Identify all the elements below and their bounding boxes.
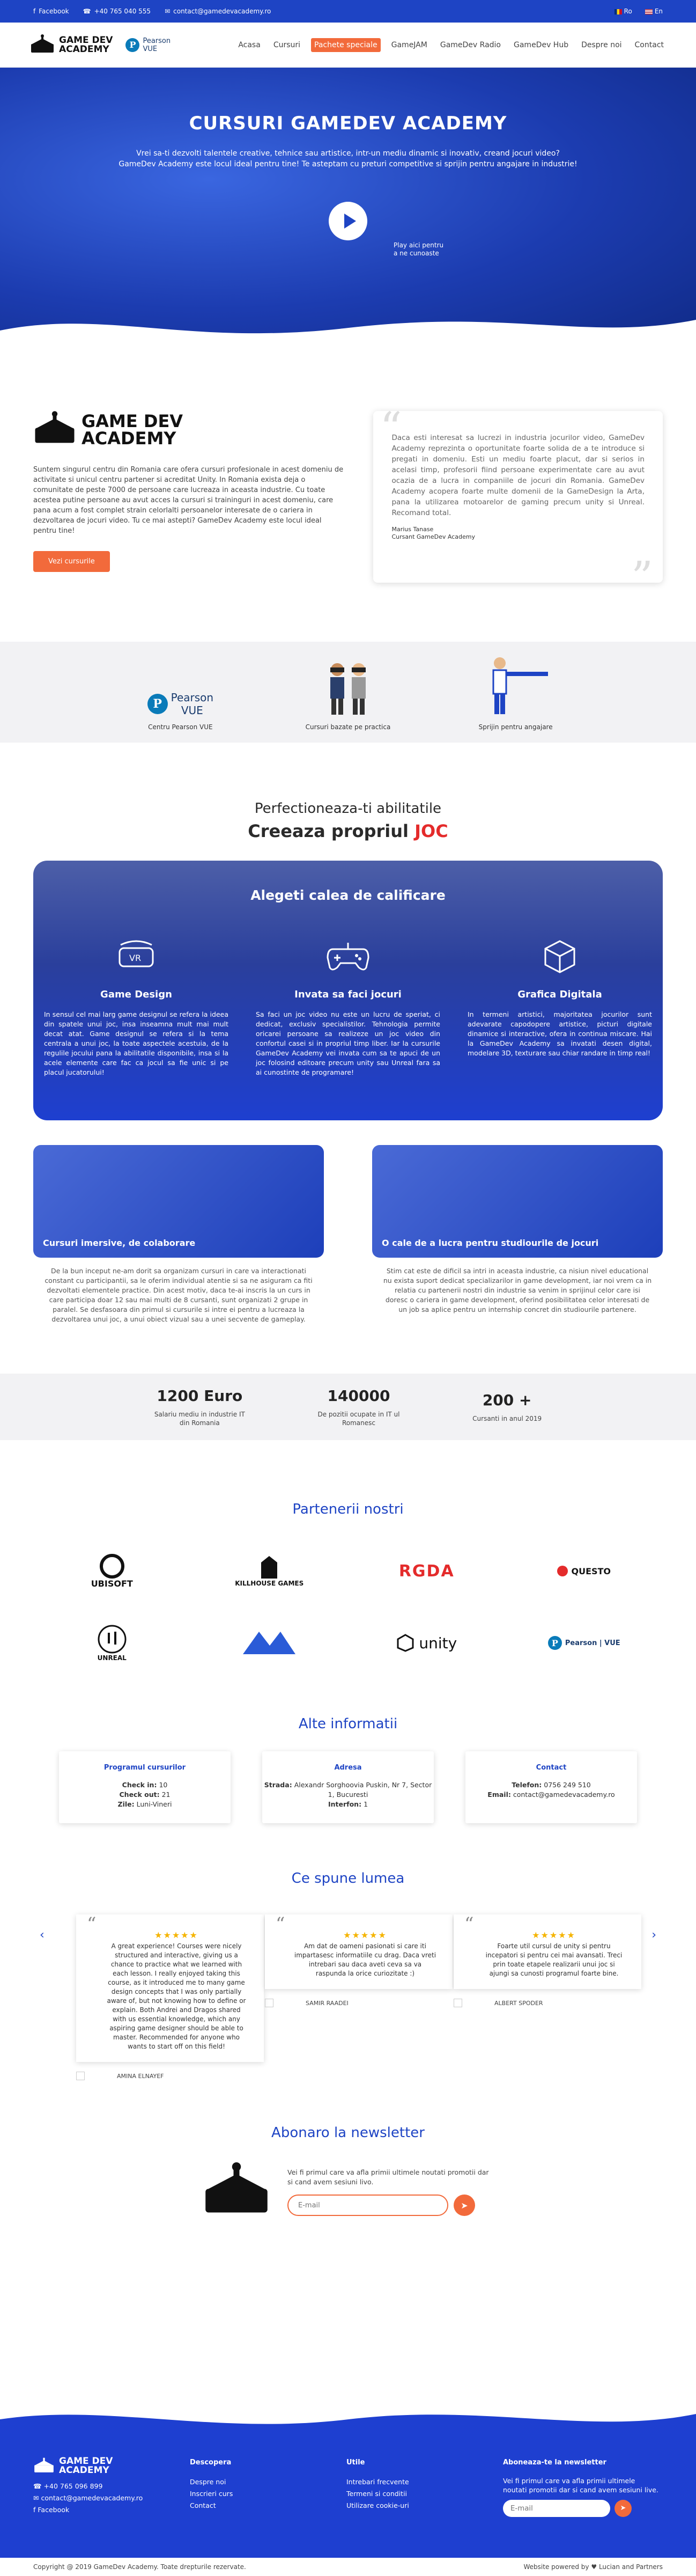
newsletter-text: Vei fi primul care va afla primii ultimele noutati promotii dar si cand avem sesiuni livo. [287,2168,489,2186]
partner-unreal[interactable]: UNREAL [33,1621,191,1664]
info-cards [33,1145,663,1324]
card-immersive-courses: Cursuri imersive, de colaborare De la bun inceput ne-am dorit sa organizam cursuri in care va interactionati constant cu participantii, sa le oferim individual atentie si sa ne asiguram ca fiti dezvoltati elementele practice. Din acest motiv, daca te-ai inscris la un curs in care participa doar 12 sau mai multi de 8 cursanti, sunt organizati 2 grupe in paralel. Se desfasoara din primul si cursurile si intre ei pentru a lucreaza la dezvoltarea unui joc, a unui obiect vizual sau a unei secvente de gameplay. [33,1145,324,1324]
feature-employment: Sprijin pentru angajare [457,652,575,731]
stat-students: 200 + Cursanti in anul 2019 [472,1391,542,1422]
info-schedule: Programul cursurilor Check in: 10 Check out: 21 Zile: Luni-Vineri [59,1751,231,1823]
email-link[interactable]: ✉ contact@gamedevacademy.ro [165,8,271,15]
gamepad-icon [325,940,371,974]
testimonial-quote-box [373,403,663,602]
avatar [454,1999,462,2007]
path-digital-graphics[interactable]: Grafica Digitala In termeni artistici, majoritatea jocurilor sunt adevarate capodopere artistice, picturi digitale dinamice si interactive, ofera in continua miscare. Hai la GameDev Academy sa invatati desen digital, modelare 3D, texturare sau chiar randare in timp real! [468,935,652,1077]
partner-killhouse[interactable]: KILLHOUSE GAMES [191,1550,349,1592]
footer-link[interactable]: Despre noi [190,2478,226,2486]
heart-icon: ♥ [591,2563,597,2571]
quote-text: Daca esti interesat sa lucrezi in industria jocurilor video, GameDev Academy reprezinta o oportunitate foarte solida de a te introduce si pregati in domeniu. Esti un mediu foarte placut, dar si serios in acelasi timp, profesorii fiind persoane experimentate care au avut ocazia de a lucra in companiile de jocuri din Romania. GameDev Academy acopera foarte multe domenii de la GameDesign la Arta, pana la utilizarea motoarelor de gaming precum unity si Unreal. Recomand total. [391,434,645,517]
footer-bottom: Copyright @ 2019 GameDev Academy. Toate drepturile rezervate. Website powered by ♥ Lucian and Partners [0,2558,696,2576]
footer-link[interactable]: Termeni si conditii [346,2490,408,2498]
joystick-logo-icon [33,2457,55,2475]
rating-stars: ★★★★★ [343,1930,387,1940]
top-bar [0,0,696,23]
partners-grid [33,1550,663,1664]
footer-email-input[interactable] [503,2500,610,2517]
rating-stars: ★★★★★ [154,1930,198,1940]
path-game-design[interactable]: VR Game Design In sensul cel mai larg game designul se refera la ideea din spatele unui joc, insa inseamna mult mai mult decat atat. Game designul se refera si la tema centrala a unui joc, la toate aspectele acestuia, de la regulile jocului pana la abilitatile disponibile, insa si la acele elemente care fac ca jocul sa fie unic si pe placul jucatorului! [44,935,228,1077]
feature-pearson: P Pearson VUE Centru Pearson VUE [148,691,214,731]
nav-pachete-speciale[interactable]: Pachete speciale [311,38,381,52]
testimonials-title: Ce spune lumea [291,1870,405,1887]
partner-questo[interactable]: QUESTO [506,1550,663,1592]
footer-useful: Utile Intrebari frecvente Termeni si conditii Utilizare cookie-uri [346,2457,503,2517]
nav-gamejam[interactable]: GameJAM [391,40,427,49]
facebook-icon: f [33,8,36,15]
partner-unity[interactable]: unity [348,1621,506,1664]
stats-strip [0,1374,696,1440]
unreal-icon [97,1624,127,1654]
hero-description: Vrei sa-ti dezvolti talentele creative, tehnice sau artistice, intr-un mediu dinamic si inovativ, creand jocuri video? GameDev Academy este locul ideal pentru tine! Te asteptam cu preturi competitive si sprijin pentru angajare in industrie! [119,149,577,168]
view-courses-button[interactable]: Vezi cursurile [33,551,110,572]
site-logo[interactable]: GAME DEV ACADEMY [30,34,113,56]
footer-link[interactable]: Inscrieri curs [190,2490,233,2498]
nav-gamedev-radio[interactable]: GameDev Radio [440,40,501,49]
qualification-title: Alegeti calea de calificare [250,887,446,903]
testimonial-card: “ ★★★★★ Foarte util cursul de unity si pentru incepatori si pentru cei mai avansati. Treci prin toate etapele realizarii unui joc si ajungi sa cunosti programul foarte bine. ALBERT SPODER [454,1914,641,2007]
nav-gamedev-hub[interactable]: GameDev Hub [514,40,569,49]
cube-3d-icon [541,938,579,975]
partner-pearson-vue[interactable]: P Pearson | VUE [506,1621,663,1664]
footer-link[interactable]: Intrebari frecvente [346,2478,409,2486]
info-title: Alte informatii [298,1716,398,1732]
unity-icon [396,1634,414,1652]
main-menu [236,38,666,52]
hero-title: CURSURI GAMEDEV ACADEMY [189,113,507,134]
info-contact: Contact Telefon: 0756 249 510 Email: contact@gamedevacademy.ro [465,1751,637,1823]
quote-icon: “ [276,1913,285,1935]
nav-contact[interactable]: Contact [634,40,664,49]
carousel-prev-icon[interactable]: ‹ [40,1928,45,1942]
quote-open-icon: “ [380,403,402,453]
footer-phone[interactable]: ☎ +40 765 096 899 [33,2482,103,2490]
newsletter-title: Abonaro la newsletter [271,2125,425,2141]
newsletter-email-input[interactable] [287,2195,448,2216]
nav-despre-noi[interactable]: Despre noi [581,40,622,49]
flag-en-icon [645,9,653,14]
avatar [265,1999,273,2007]
feature-practice: Cursuri bazate pe practica [289,652,407,731]
about-logo: GAME DEV ACADEMY [33,411,346,449]
killhouse-icon [256,1555,283,1580]
pearson-icon: P [125,38,139,52]
footer-brand: GAME DEV ACADEMY ☎ +40 765 096 899 ✉ contact@gamedevacademy.ro f Facebook [33,2457,190,2517]
testimonial-card: “ ★★★★★ A great experience! Courses were nicely structured and interactive, giving us a chance to practice what we learned with each lesson. I really enjoyed taking this course, as it introduced me to many game design concepts that I was only partially aware of, but not knowing how to define or explain. Both Andrei and Dragos shared with us essential knowledge, which any aspiring game designer should be able to master. Recommended for anyone who wants to start off on this field! AMINA ELNAYEF [76,1914,264,2080]
rating-stars: ★★★★★ [532,1930,576,1940]
joystick-logo-icon [30,34,55,56]
card-image-studio: O cale de a lucra pentru studiourile de jocuri [372,1145,663,1258]
ubisoft-icon [100,1554,124,1579]
questo-icon [557,1566,568,1576]
footer-send-button[interactable]: ➤ [614,2500,632,2517]
footer-newsletter: Aboneaza-te la newsletter Vei fi primul care va afla primii ultimele noutati promotii dar si cand avem sesiuni live. E-mail ➤ [503,2457,660,2517]
footer-link[interactable]: Contact [190,2501,216,2509]
path-make-games[interactable]: Invata sa faci jocuri Sa faci un joc video nu este un lucru de speriat, ci dedicat, exclusiv specialistilor. Tehnologia permite oricarei persoane sa realizeze un joc video din confortul casei si in propriul timp liber. Iar la cursurile GameDev Academy vei invata cum sa te apuci de un joc folosind editoare precum unity sau Unreal fara sa ai cunostinte de programare! [256,935,440,1077]
footer-facebook[interactable]: f Facebook [33,2506,70,2514]
card-image-workshop: Cursuri imersive, de colaborare [33,1145,324,1258]
stat-positions: 140000 De pozitii ocupate in IT ul Romanesc [317,1386,400,1427]
lang-ro[interactable]: Ro [614,8,632,15]
skills-title: Creeaza propriul JOC [248,821,448,841]
navbar [0,23,696,68]
hero-wave [0,298,696,347]
about-section [0,403,696,602]
newsletter-send-button[interactable] [454,2195,475,2216]
joystick-logo-icon [33,411,76,449]
businessman-icon [484,652,548,717]
powered-by-link[interactable]: Lucian and Partners [598,2563,663,2571]
testimonial-card: “ ★★★★★ Am dat de oameni pasionati si care iti impartasesc informatiile cu drag. Daca vreti intrebari sau daca aveti ceva sa va raspunda la orice curiozitate :) SAMIR RAADEI [265,1914,453,2007]
phone-link[interactable]: ☎ +40 765 040 555 [83,8,151,15]
quote-icon: “ [464,1913,474,1935]
partners-title: Partenerii nostri [292,1501,404,1517]
flag-ro-icon [614,9,622,14]
about-text: Suntem singurul centru din Romania care ofera cursuri profesionale in acest domeniu de activitate si unicul centru partener si acreditat Unity. In Romania exista deja o comunitate de peste 7000 de persoane care lucreaza in aceasta industrie. Cu toate acestea putine persoane au avut acces la cursuri si traininguri in acest domeniu, care pana acum a fost complet strain celorlalti persoanelor interesate de o cariera in dezvoltarea de jocuri video. Tu ce mai astepti? GameDev Academy este locul ideal pentru tine! [33,466,344,535]
lang-en[interactable]: En [645,8,663,15]
info-boxes [59,1751,637,1823]
hero-banner [0,68,696,347]
footer-discover: Descopera Despre noi Inscrieri curs Contact [190,2457,346,2517]
newsletter-section [202,2162,696,2221]
footer-link[interactable]: Utilizare cookie-uri [346,2501,409,2509]
footer [0,2398,696,2576]
svg-text:VR: VR [129,953,142,963]
partner-rgda[interactable]: RGDA [398,1561,455,1581]
footer-email[interactable]: ✉ contact@gamedevacademy.ro [33,2494,143,2502]
mail-icon: ✉ [165,8,171,15]
card-studio-path: O cale de a lucra pentru studiourile de jocuri Stim cat este de dificil sa intri in aceasta industrie, ca nisiun nivel educational nu exista suport dedicat specializarilor in game development, iar noi vrem ca in relatia cu partenerii nostri din industrie sa venim in sprijinul celor care isi doresc o cariera in game development, oferind posibilitatea celor interesati de un job sa aplice pentru un internship concret din studiourile partenere. [372,1145,663,1324]
partner-ubisoft[interactable]: UBISOFT [33,1550,191,1592]
stat-salary: 1200 Euro Salariu mediu in industrie IT din Romania [154,1386,245,1427]
quote-signature: Marius Tanase Cursant GameDev Academy [391,526,475,540]
amber-icon [240,1630,299,1656]
play-video-button[interactable] [329,202,367,240]
avatar [76,2072,85,2080]
nav-cursuri[interactable]: Cursuri [273,40,301,49]
facebook-link[interactable]: f Facebook [33,8,69,15]
testimonials-carousel [33,1913,663,2080]
send-icon: ➤ [461,2200,468,2211]
quote-icon: “ [87,1913,97,1935]
partner-amber[interactable] [191,1621,349,1664]
skills-pretitle: Perfectioneaza-ti abilitatile [254,801,442,817]
nav-acasa[interactable]: Acasa [238,40,261,49]
qualification-panel [33,861,663,1120]
vr-players-icon [319,658,377,717]
footer-wave [0,2398,696,2435]
features-strip [0,642,696,743]
joystick-icon [202,2162,271,2221]
phone-icon: ☎ [83,8,91,15]
play-hint: Play aici pentru a ne cunoaste [394,241,444,257]
vr-headset-icon [116,940,156,974]
pearson-vue-icon: P Pearson VUE [147,691,213,717]
info-address: Adresa Strada: Alexandr Sorghoovia Puskin, Nr 7, Sector 1, Bucuresti Interfon: 1 [262,1751,434,1823]
carousel-next-icon[interactable]: › [651,1928,656,1942]
quote-close-icon: ” [631,552,653,602]
pearson-vue-logo: P Pearson VUE [125,37,171,53]
